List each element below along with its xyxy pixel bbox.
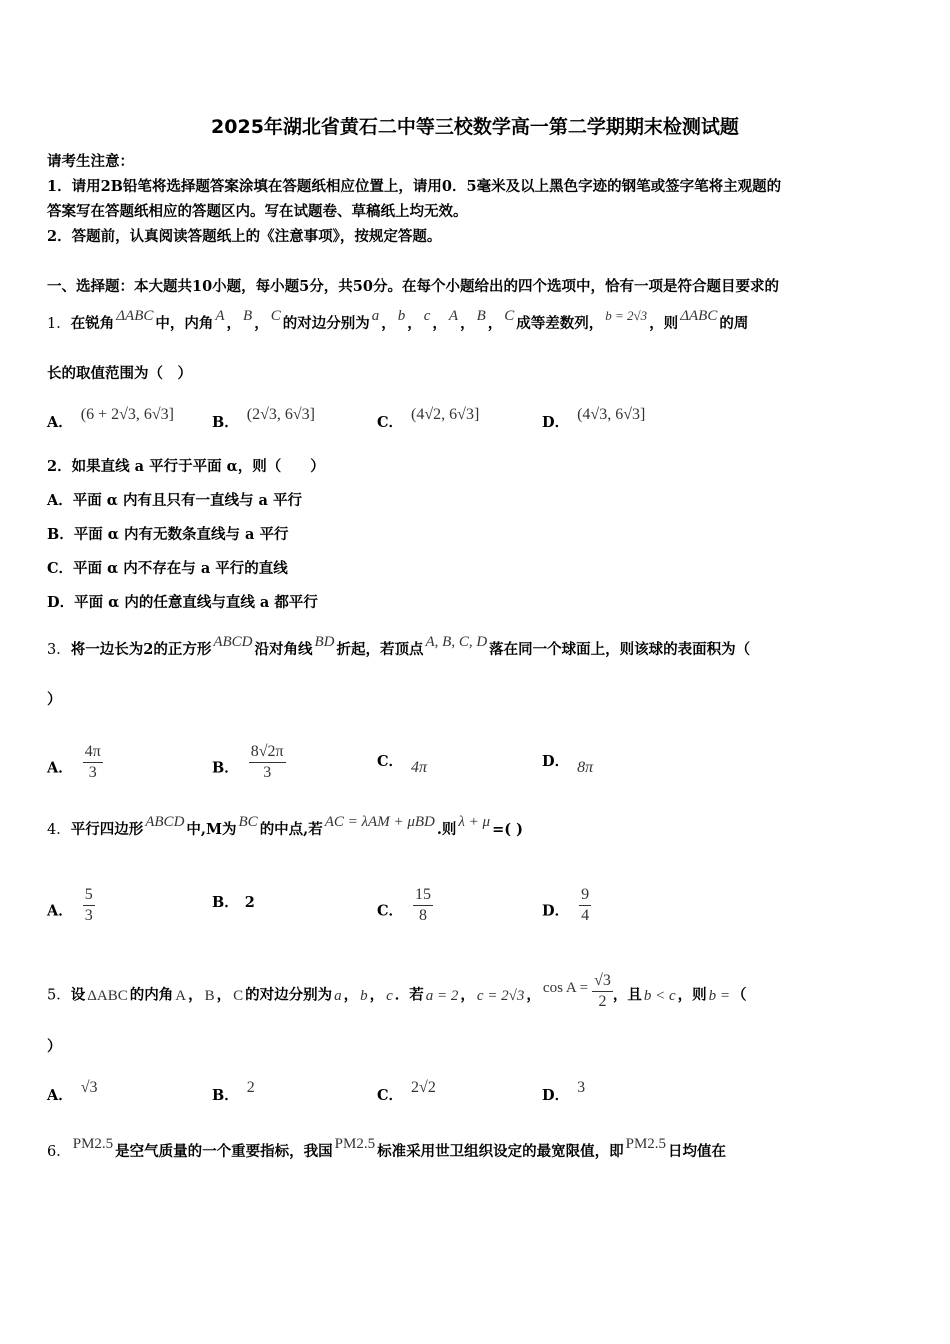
q1-math: c — [423, 308, 431, 324]
q5-math: a = 2 — [425, 987, 459, 1004]
denominator: 8 — [419, 907, 428, 924]
option-label: C． — [377, 1087, 404, 1104]
q5-math: A — [175, 987, 187, 1004]
fraction — [83, 885, 95, 926]
q5-math: b = — [708, 987, 730, 1004]
q2-option-a[interactable]: A．平面 α 内有且只有一直线与 a 平行 — [47, 492, 302, 509]
q6-text: 标准采用世卫组织设定的最宽限值，即 — [377, 1143, 624, 1160]
q4-option-a[interactable] — [47, 886, 95, 932]
q1-math: A — [448, 308, 459, 324]
question-1-line-2: 长的取值范围为（ ） — [47, 365, 192, 382]
q2-option-d[interactable]: D．平面 α 内的任意直线与直线 a 都平行 — [47, 594, 318, 611]
q1-math: C — [504, 308, 515, 324]
q5-text: ，且 — [612, 986, 642, 1004]
q1-math: C — [270, 308, 281, 324]
q1-text: 的对边分别为 — [282, 315, 370, 332]
q1-text: ， — [254, 315, 269, 332]
q5-text: ．若 — [394, 986, 424, 1004]
numerator: 5 — [83, 885, 95, 906]
numerator: 9 — [579, 885, 591, 906]
q5-text: 的内角 — [129, 986, 174, 1004]
q5-text: ，则 — [677, 986, 707, 1004]
notice-item-2: 2．答题前，认真阅读答题纸上的《注意事项》，按规定答题。 — [47, 228, 442, 245]
q5-text: 设 — [70, 986, 86, 1004]
option-value: 3 — [577, 1079, 586, 1096]
option-label: D． — [542, 414, 570, 431]
q1-text: ，则 — [649, 315, 679, 332]
option-value: √3 — [80, 1079, 98, 1096]
option-label: C． — [377, 902, 404, 920]
q5-math: b — [360, 987, 368, 1004]
q4-math: BC — [238, 814, 258, 830]
option-label: B． — [212, 759, 239, 777]
q4-text: 平行四边形 — [70, 821, 144, 838]
fraction — [579, 885, 591, 926]
question-5-line-1: 5．设 ΔABC 的内角 A ， B ， C 的对边分别为 a ， b ， c ．若 a = 2 ， c = 2√3 ， cos A = $\frac{√3}{2}$ ，且 b < c ，则 b = （ — [47, 972, 747, 1010]
q3-math: ABCD — [213, 634, 253, 650]
q2-option-b[interactable]: B．平面 α 内有无数条直线与 a 平行 — [47, 526, 289, 543]
q6-math: PM2.5 — [72, 1136, 114, 1152]
q2-option-c[interactable]: C．平面 α 内不存在与 a 平行的直线 — [47, 560, 288, 577]
q1-math: a — [371, 308, 380, 324]
fraction — [413, 885, 433, 926]
q5-math: ΔABC — [87, 987, 128, 1004]
q1-number: 1． — [47, 316, 71, 332]
denominator: 3 — [263, 764, 272, 781]
option-value: (2√3, 6√3] — [246, 406, 315, 423]
q3-option-c[interactable] — [377, 750, 428, 776]
option-label: B． — [212, 414, 239, 431]
q1-text: ， — [226, 315, 242, 332]
q6-math: PM2.5 — [334, 1136, 376, 1152]
option-label: B． — [212, 894, 239, 911]
q3-text: 将一边长为2的正方形 — [70, 641, 212, 658]
q3-number: 3． — [47, 642, 71, 658]
q6-text: 是空气质量的一个重要指标，我国 — [115, 1143, 333, 1160]
q3-option-b[interactable] — [212, 743, 286, 789]
question-3-line-1 — [47, 634, 751, 660]
fraction — [592, 971, 613, 1012]
q4-text: .则 — [436, 821, 457, 838]
q4-math: AC = λAM + μBD — [324, 814, 435, 830]
q5-math: a — [334, 987, 342, 1004]
option-label: D． — [542, 753, 570, 770]
q3-option-d[interactable] — [542, 750, 594, 776]
q1-option-c[interactable] — [377, 406, 480, 432]
q1-text: 在锐角 — [70, 315, 115, 332]
q3-text: 落在同一个球面上，则该球的表面积为（ — [489, 641, 751, 658]
option-value: (6 + 2√3, 6√3] — [80, 406, 175, 423]
q1-math: A — [215, 308, 225, 324]
q5-text: ， — [216, 986, 232, 1004]
q1-option-b[interactable] — [212, 406, 315, 432]
q5-math: cos A = — [542, 979, 589, 996]
q1-text: 成等差数列， — [516, 315, 604, 332]
option-label: D． — [542, 1087, 570, 1104]
q1-option-a[interactable] — [47, 406, 175, 432]
q1-math: ΔABC — [116, 308, 154, 324]
section-heading: 一、选择题：本大题共10小题，每小题5分，共50分。在每个小题给出的四个选项中，恰有一项是符合题目要求的 — [47, 278, 779, 295]
q1-math: b = 2√3 — [605, 308, 648, 323]
option-label: A． — [47, 1087, 73, 1104]
q3-option-a[interactable] — [47, 743, 103, 789]
option-value: (4√2, 6√3] — [411, 406, 480, 423]
question-2-stem: 2．如果直线 a 平行于平面 α，则（ ） — [47, 458, 325, 475]
notice-item-1b: 答案写在答题纸相应的答题区内。写在试题卷、草稿纸上均无效。 — [47, 203, 468, 220]
notice-item-1a: 1．请用2B铅笔将选择题答案涂填在答题纸相应位置上，请用0．5毫米及以上黑色字迹的钢笔或签字笔将主观题的 — [47, 178, 782, 195]
denominator: 4 — [581, 907, 590, 924]
q4-math: ABCD — [145, 814, 185, 830]
option-value: (4√3, 6√3] — [577, 406, 646, 423]
q3-text: 折起，若顶点 — [336, 641, 424, 658]
q4-option-b[interactable] — [212, 891, 255, 912]
denominator: 2 — [598, 993, 607, 1010]
question-3-line-2: ） — [47, 691, 62, 708]
q6-math: PM2.5 — [625, 1136, 667, 1152]
q1-math: B — [476, 308, 486, 324]
page-title: 2025年湖北省黄石二中等三校数学高一第二学期期末检测试题 — [211, 116, 739, 138]
fraction — [249, 742, 286, 783]
q4-text: 中,M为 — [186, 821, 237, 838]
option-label: C． — [377, 414, 404, 431]
option-value: 8π — [577, 759, 594, 776]
q4-number: 4． — [47, 822, 71, 838]
q5-math: b < c — [643, 987, 676, 1004]
q1-text: 的周 — [719, 315, 749, 332]
q4-option-c[interactable] — [377, 886, 433, 932]
q1-math: b — [397, 308, 406, 324]
q3-math: A, B, C, D — [425, 634, 488, 650]
q4-option-d[interactable] — [542, 886, 591, 932]
q5-math: C — [233, 987, 244, 1004]
option-label: A． — [47, 759, 73, 777]
q1-math: B — [243, 308, 253, 324]
q1-option-d[interactable] — [542, 406, 646, 432]
q5-text: ， — [188, 986, 203, 1004]
q5-math: c = 2√3 — [476, 987, 525, 1004]
question-6-line — [47, 1136, 727, 1162]
q5-option-c[interactable] — [377, 1079, 436, 1105]
fraction — [83, 742, 103, 783]
option-value: 2 — [244, 894, 255, 911]
q6-number: 6． — [47, 1144, 71, 1160]
q5-math: c — [386, 987, 393, 1004]
q4-math: λ + μ — [458, 814, 491, 830]
option-label: C． — [377, 753, 404, 770]
q5-option-b[interactable] — [212, 1079, 255, 1105]
numerator: 4π — [83, 742, 103, 763]
option-value: 2√2 — [411, 1079, 436, 1096]
question-4-line — [47, 814, 523, 840]
q5-number: 5． — [47, 987, 71, 1004]
numerator: 8√2π — [249, 742, 286, 763]
q5-text: （ — [732, 986, 747, 1004]
q3-text: 沿对角线 — [254, 641, 313, 658]
q5-text: 的对边分别为 — [245, 986, 333, 1004]
q1-math: ΔABC — [680, 308, 718, 324]
option-label: D． — [542, 902, 570, 920]
option-label: B． — [212, 1087, 239, 1104]
option-value: 4π — [411, 759, 428, 776]
denominator: 3 — [88, 764, 97, 781]
q4-text: 的中点,若 — [259, 821, 323, 838]
question-1-line-1: 1．在锐角 ΔABC 中，内角 A ， B ， C 的对边分别为 a ， b ， c ， A ， B ， C 成等差数列， b = 2√3 ，则 ΔABC 的周 — [47, 308, 749, 332]
question-5-line-2: ） — [47, 1038, 62, 1055]
q1-text: 中，内角 — [155, 315, 214, 332]
q5-option-d[interactable] — [542, 1079, 586, 1105]
numerator: √3 — [592, 971, 613, 992]
notice-heading: 请考生注意： — [47, 153, 134, 170]
q3-math: BD — [314, 634, 335, 650]
option-label: A． — [47, 902, 73, 920]
q4-text: =( ) — [492, 821, 523, 838]
q5-option-a[interactable] — [47, 1079, 98, 1105]
option-value: 2 — [246, 1079, 255, 1096]
numerator: 15 — [413, 885, 433, 906]
option-label: A． — [47, 414, 73, 431]
denominator: 3 — [84, 907, 93, 924]
q6-text: 日均值在 — [668, 1143, 727, 1160]
q5-math: B — [204, 987, 215, 1004]
